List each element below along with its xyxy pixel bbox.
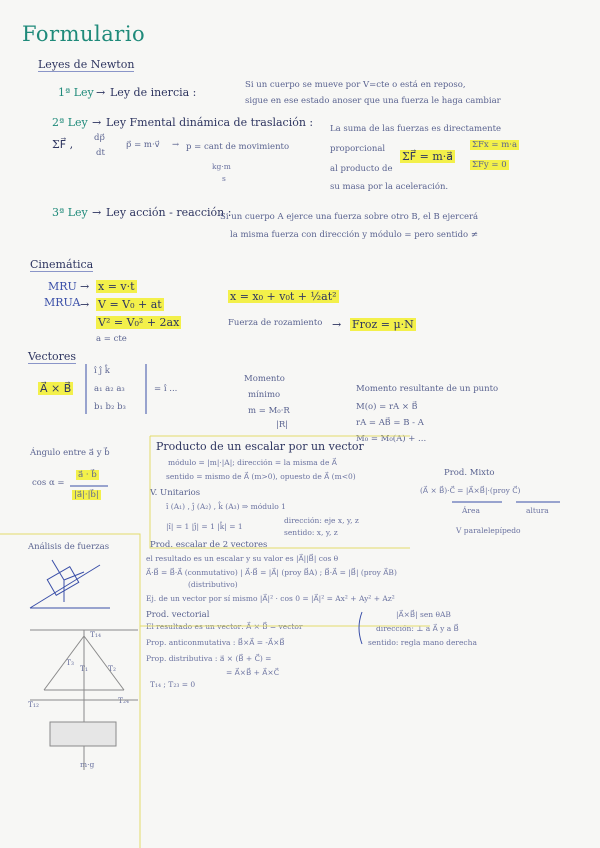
newton-heading: Leyes de Newton (38, 58, 135, 71)
esc-vec-line-2: A⃗·B⃗ = B⃗·A⃗ (conmutativo) | A⃗·B⃗ = |A⃗| (proy B⃗A) ; B⃗·A⃗ = |B⃗| (proy A⃗B) (146, 568, 397, 577)
det-row-3: b₁ b₂ b₃ (94, 402, 126, 412)
page-title: Formulario (22, 22, 146, 46)
cos-den: |a⃗|·|b⃗| (74, 490, 99, 500)
law1-desc-2: sigue en ese estado anoser que una fuerza le haga cambiar (245, 96, 501, 106)
law2-desc: La suma de las fuerzas es directamente (330, 124, 502, 134)
arrow-icon: → (80, 280, 90, 293)
arrow-icon: → (80, 298, 90, 311)
arrow-icon: → (92, 116, 102, 129)
law3-desc-2: la misma fuerza con dirección y módulo = pero sentido ≠ (230, 230, 478, 240)
fx-formula: ΣFx = m·a (472, 140, 518, 150)
v2-formula: V² = V₀² + 2ax (98, 316, 180, 329)
fy-formula: ΣFy = 0 (472, 160, 507, 170)
arrow-icon: → (332, 318, 342, 331)
dp: dp⃗ (94, 133, 105, 143)
esc-vec-heading: Prod. escalar de 2 vectores (150, 540, 268, 550)
tension-tc: T₂₄ (118, 696, 130, 705)
law1-label: 1ª Ley (58, 86, 94, 99)
tension-t1: T₁ (80, 664, 89, 673)
unitarios-2: dirección: eje x, y, z (284, 516, 359, 525)
escalar-line-1: módulo = |m|·|A|; dirección = la misma de A⃗ (168, 458, 337, 467)
newton2-formula: ΣF⃗ = m·a⃗ (402, 150, 453, 163)
arrow-icon: → (92, 206, 102, 219)
momento-eq: m = M₀·R (248, 406, 290, 416)
escalar-heading: Producto de un escalar por un vector (156, 440, 364, 453)
momento-eq-3: M₀ = M₀(A) + ... (356, 434, 427, 444)
mru-label: MRU (48, 280, 77, 293)
vectorial-line-3: Prop. distributiva : a⃗ × (B⃗ + C⃗) = (146, 654, 272, 663)
friction-formula: Froz = μ·N (352, 318, 414, 331)
det-row-2: a₁ a₂ a₃ (94, 384, 125, 394)
unitarios-heading: V. Unitarios (150, 488, 201, 498)
det-row-1: î ĵ k̂ (94, 366, 110, 376)
momento-label: Momento (244, 374, 285, 384)
x-formula: x = x₀ + v₀t + ½at² (230, 290, 337, 303)
units-num: kg·m (212, 162, 231, 171)
law1-desc-1: Si un cuerpo se mueve por V=cte o está en reposo, (245, 80, 466, 90)
law3-desc-1: Si un cuerpo A ejerce una fuerza sobre otro B, el B ejercerá (220, 212, 479, 222)
vectorial-r1: |A⃗×B⃗| sen θAB (396, 610, 451, 619)
prop-3: su masa por la aceleración. (330, 182, 449, 192)
tension-note: T₁₄ ; T₂₃ = 0 (150, 680, 196, 689)
vectorial-r2: dirección: ⊥ a A⃗ y a B⃗ (376, 624, 459, 633)
vectorial-heading: Prod. vectorial (146, 610, 210, 620)
mixto-formula: (A⃗ × B⃗)·C⃗ = |A⃗×B⃗|·(proy C⃗) (420, 486, 521, 495)
momento-eq-1: M(o) = rA × B⃗ (356, 402, 418, 412)
arrow-icon: → (96, 86, 106, 99)
momento-eq-2: rA = AB⃗ = B - A (356, 418, 424, 428)
vectores-heading: Vectores (28, 350, 77, 363)
inclined-plane-diagram (30, 560, 110, 608)
vectorial-line-3b: = A⃗×B⃗ + A⃗×C⃗ (226, 668, 279, 677)
det-result: = î ... (154, 384, 178, 394)
cinematica-heading: Cinemática (30, 258, 94, 271)
esc-vec-line-1: el resultado es un escalar y su valor es |A⃗||B⃗| cos θ (146, 554, 339, 563)
cos-label: cos α = (32, 478, 65, 488)
angulo-label: Ángulo entre a⃗ y b⃗ (30, 448, 110, 458)
p-def: p⃗ = m·v⃗ (126, 140, 160, 150)
esc-vec-line-3: Ej. de un vector por sí mismo |A⃗|² · cos 0 = |A⃗|² = Ax² + Ay² + Az² (146, 594, 395, 603)
minimo-label: mínimo (248, 390, 281, 400)
law2-label: 2ª Ley (52, 116, 88, 129)
tension-t3: T₃ (66, 658, 75, 667)
law3-label: 3ª Ley (52, 206, 88, 219)
law2-name: Ley Fmental dinámica de traslación : (106, 116, 314, 129)
mixto-heading: Prod. Mixto (444, 468, 495, 478)
vectorial-line-1: El resultado es un vector: A⃗ × B⃗ = vector (146, 622, 303, 631)
a-cte: a = cte (96, 334, 127, 344)
fuerzas-heading: Análisis de fuerzas (28, 542, 110, 552)
mixto-area: Área (462, 506, 480, 515)
sum-f: ΣF⃗ , (52, 138, 74, 151)
tension-diagram (30, 630, 138, 770)
weight-label: m·g (80, 760, 95, 769)
unitarios-4: |î| = 1 |ĵ| = 1 |k̂| = 1 (166, 522, 243, 531)
mixto-altura: altura (526, 506, 549, 515)
unitarios-3: sentido: x, y, z (284, 528, 338, 537)
mixto-volumen: V paralelepípedo (456, 526, 521, 535)
prop-2: al producto de (330, 164, 393, 174)
units-den: s (222, 174, 226, 183)
vectorial-r3: sentido: regla mano derecha (368, 638, 477, 647)
dt: dt (96, 148, 105, 158)
tension-t14: T₁₄ (90, 630, 102, 639)
tension-t2: T₂ (108, 664, 117, 673)
arrow-icon: → (172, 140, 180, 150)
momento-resultante: Momento resultante de un punto (356, 384, 499, 394)
unitarios-1: î (A₁) , ĵ (A₂) , k̂ (A₃) ⇒ módulo 1 (166, 502, 286, 511)
v-formula: V = V₀ + at (98, 298, 162, 311)
law3-name: Ley acción - reacción : (106, 206, 232, 219)
mrua-label: MRUA (44, 296, 81, 309)
momento-den: |R| (276, 420, 289, 430)
law1-name: Ley de inercia : (110, 86, 197, 99)
mru-formula: x = v·t (98, 280, 135, 293)
p-cant: p = cant de movimiento (186, 142, 290, 152)
esc-vec-line-2b: (distributivo) (188, 580, 238, 589)
vectorial-line-2: Prop. anticonmutativa : B⃗×A⃗ = -A⃗×B⃗ (146, 638, 285, 647)
cross-product: A⃗ × B⃗ (40, 382, 72, 395)
escalar-line-2: sentido = mismo de A⃗ (m>0), opuesto de A⃗ (m<0) (166, 472, 356, 481)
prop-1: proporcional (330, 144, 386, 154)
cos-num: a⃗ · b⃗ (78, 470, 97, 480)
tension-tb: T₁₂ (28, 700, 40, 709)
friction-label: Fuerza de rozamiento (228, 318, 323, 328)
